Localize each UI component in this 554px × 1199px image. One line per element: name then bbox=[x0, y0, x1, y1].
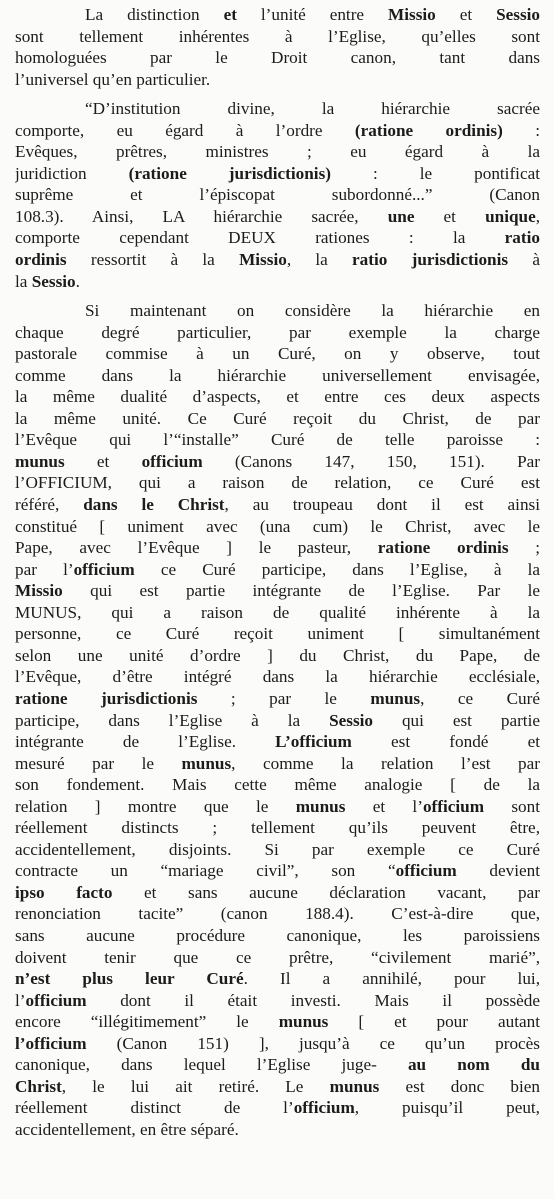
text-line: MUNUS, qui a raison de qualité inhérente à la bbox=[15, 602, 540, 622]
text-line: n’est plus leur Curé. Il a annihilé, pour lui, bbox=[15, 969, 540, 989]
text-line: doivent tenir que ce prêtre, “civilement marié”, bbox=[15, 947, 540, 967]
text-line: l’universel qu’en particulier. bbox=[15, 69, 211, 89]
text-line: ratione jurisdictionis ; par le munus, ce Curé bbox=[15, 688, 540, 708]
paragraph bbox=[15, 300, 540, 1140]
paragraph bbox=[15, 4, 540, 90]
text-line: sont tellement inhérentes à l’Eglise, qu’elles sont bbox=[15, 26, 540, 46]
text-line: l’officium (Canon 151) ], jusqu’à ce qu’un procès bbox=[15, 1033, 540, 1053]
text-line: comporte, eu égard à l’ordre (ratione ordinis) : bbox=[15, 120, 540, 140]
text-line: son fondement. Mais cette même analogie [ de la bbox=[15, 775, 540, 795]
paragraph bbox=[15, 98, 540, 292]
text-line: pastorale commise à un Curé, on y observe, tout bbox=[15, 344, 540, 364]
text-line: personne, ce Curé reçoit uniment [ simultanément bbox=[15, 624, 540, 644]
text-line: l’Evêque, d’être intégré dans la hiérarchie ecclésiale, bbox=[15, 667, 540, 687]
text-line: mesuré par le munus, comme la relation l’est par bbox=[15, 753, 540, 773]
text-line: Christ, le lui ait retiré. Le munus est donc bien bbox=[15, 1076, 540, 1096]
text-line: référé, dans le Christ, au troupeau dont il est ainsi bbox=[15, 495, 540, 515]
text-line: renonciation tacite” (canon 188.4). C’est-à-dire que, bbox=[15, 904, 540, 924]
text-line: relation ] montre que le munus et l’officium sont bbox=[15, 796, 540, 816]
text-line: Missio qui est partie intégrante de l’Eglise. Par le bbox=[15, 581, 540, 601]
text-line: canonique, dans lequel l’Eglise juge- au nom du bbox=[15, 1055, 540, 1075]
text-line: accidentellement, disjoints. Si par exemple ce Curé bbox=[15, 839, 540, 859]
text-line: l’Evêque qui l’“installe” Curé de telle paroisse : bbox=[15, 430, 540, 450]
text-line: réellement distincts ; tellement qu’ils peuvent être, bbox=[15, 818, 540, 838]
text-line: ipso facto et sans aucune déclaration vacant, par bbox=[15, 882, 540, 902]
text-line: la Sessio. bbox=[15, 271, 80, 291]
text-line: la même dualité d’aspects, et entre ces deux aspects bbox=[15, 387, 540, 407]
text-line: contracte un “mariage civil”, son “officium devient bbox=[15, 861, 540, 881]
text-line: l’OFFICIUM, qui a raison de relation, ce Curé est bbox=[15, 473, 540, 493]
text-line: Evêques, prêtres, ministres ; eu égard à la bbox=[15, 142, 540, 162]
text-line: participe, dans l’Eglise à la Sessio qui est partie bbox=[15, 710, 540, 730]
text-line: ordinis ressortit à la Missio, la ratio jurisdictionis à bbox=[15, 250, 540, 270]
text-line: La distinction et l’unité entre Missio et Sessio bbox=[85, 5, 540, 24]
text-line: l’officium dont il était investi. Mais il possède bbox=[15, 990, 540, 1010]
text-line: munus et officium (Canons 147, 150, 151). Par bbox=[15, 451, 540, 471]
text-line: chaque degré particulier, par exemple la charge bbox=[15, 322, 540, 342]
text-line: comporte cependant DEUX rationes : la ratio bbox=[15, 228, 540, 248]
text-line: réellement distinct de l’officium, puisqu’il peut, bbox=[15, 1098, 540, 1118]
text-line: 108.3). Ainsi, LA hiérarchie sacrée, une et unique, bbox=[15, 206, 540, 226]
text-line: sans aucune procédure canonique, les paroissiens bbox=[15, 925, 540, 945]
text-line: accidentellement, en être séparé. bbox=[15, 1119, 239, 1139]
text-line: la même unité. Ce Curé reçoit du Christ, de par bbox=[15, 408, 540, 428]
text-line: intégrante de l’Eglise. L’officium est fondé et bbox=[15, 732, 540, 752]
text-line: homologuées par le Droit canon, tant dans bbox=[15, 48, 540, 68]
text-line: constitué [ uniment avec (una cum) le Christ, avec le bbox=[15, 516, 540, 536]
text-line: selon une unité d’ordre ] du Christ, du Pape, de bbox=[15, 645, 540, 665]
text-line: juridiction (ratione jurisdictionis) : le pontificat bbox=[15, 163, 540, 183]
text-line: encore “illégitimement” le munus [ et pour autant bbox=[15, 1012, 540, 1032]
text-line: suprême et l’épiscopat subordonné...” (Canon bbox=[15, 185, 540, 205]
text-line: Si maintenant on considère la hiérarchie en bbox=[85, 301, 540, 321]
text-line: comme dans la hiérarchie universellement envisagée, bbox=[15, 365, 540, 385]
text-line: par l’officium ce Curé participe, dans l’Eglise, à la bbox=[15, 559, 540, 579]
text-line: “D’institution divine, la hiérarchie sacrée bbox=[85, 99, 540, 119]
text-line: Pape, avec l’Evêque ] le pasteur, ratione ordinis ; bbox=[15, 538, 540, 558]
